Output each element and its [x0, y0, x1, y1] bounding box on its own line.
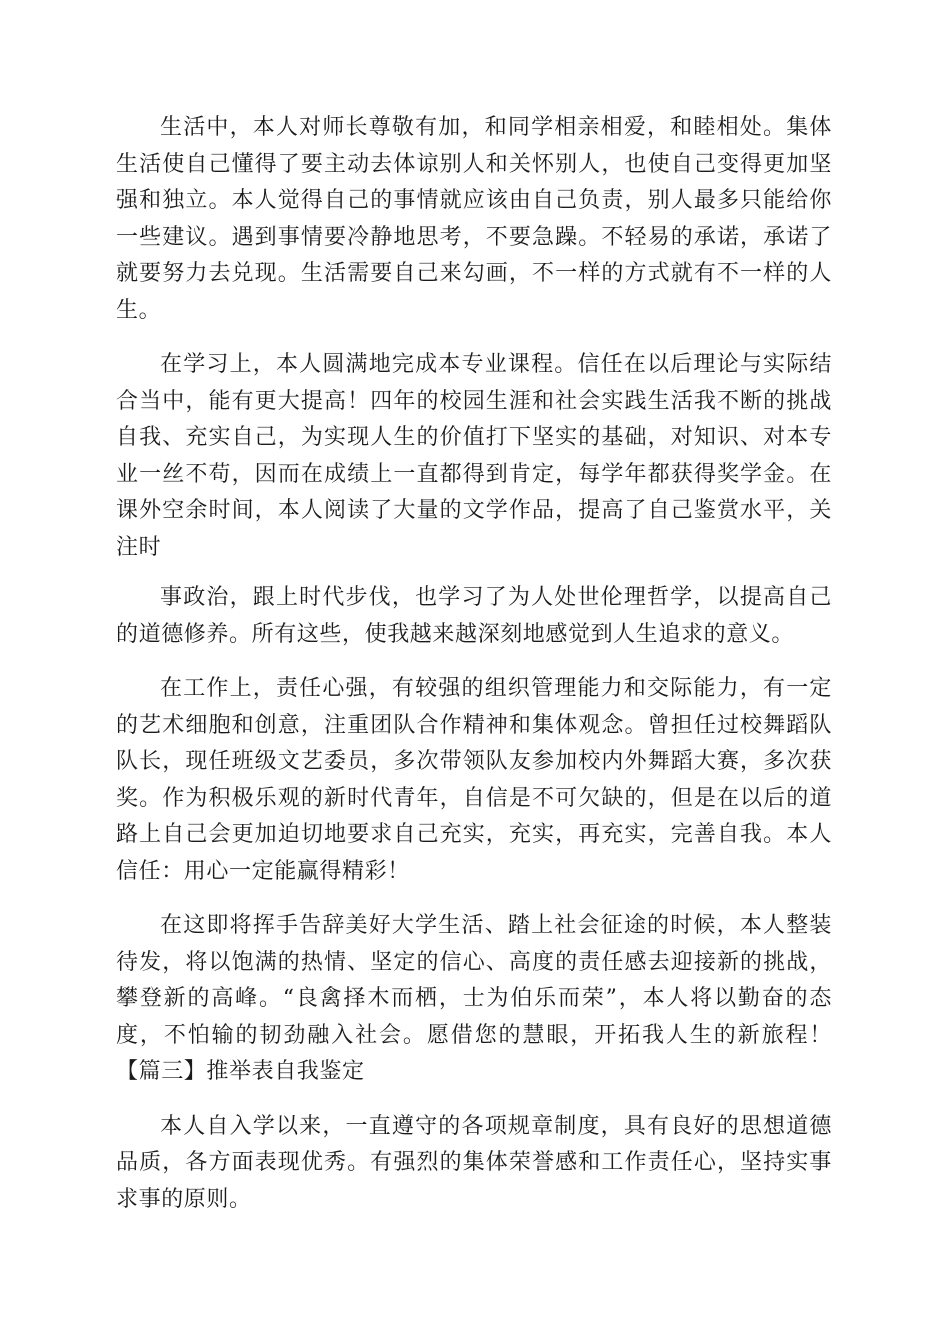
- paragraph-work: 在工作上，责任心强，有较强的组织管理能力和交际能力，有一定的艺术细胞和创意，注重团队合作精神和集体观念。曾担任过校舞蹈队队长，现任班级文艺委员，多次带领队友参加校内外舞蹈大赛，多次获奖。作为积极乐观的新时代青年，自信是不可欠缺的，但是在以后的道路上自己会更加迫切地要求自己充实，充实，再充实，完善自我。本人信任：用心一定能赢得精彩！: [116, 676, 832, 884]
- paragraph-study-continued: 事政治，跟上时代步伐，也学习了为人处世伦理哲学，以提高自己的道德修养。所有这些，使我越来越深刻地感觉到人生追求的意义。: [116, 585, 832, 647]
- paragraph-outlook: 在这即将挥手告辞美好大学生活、踏上社会征途的时候，本人整装待发，将以饱满的热情、坚定的信心、高度的责任感去迎接新的挑战，攀登新的高峰。“良禽择木而栖，士为伯乐而荣”，本人将以勤奋的态度，不怕输的韧劲融入社会。愿借您的慧眼，开拓我人生的新旅程！【篇三】推举表自我鉴定: [116, 913, 832, 1084]
- paragraph-study: 在学习上，本人圆满地完成本专业课程。信任在以后理论与实际结合当中，能有更大提高！四年的校园生涯和社会实践生活我不断的挑战自我、充实自己，为实现人生的价值打下坚实的基础，对知识、对本专业一丝不苟，因而在成绩上一直都得到肯定，每学年都获得奖学金。在课外空余时间，本人阅读了大量的文学作品，提高了自己鉴赏水平，关注时: [116, 352, 832, 560]
- paragraph-life: 生活中，本人对师长尊敬有加，和同学相亲相爱，和睦相处。集体生活使自己懂得了要主动去体谅别人和关怀别人，也使自己变得更加坚强和独立。本人觉得自己的事情就应该由自己负责，别人最多只能给你一些建议。遇到事情要冷静地思考，不要急躁。不轻易的承诺，承诺了就要努力去兑现。生活需要自己来勾画，不一样的方式就有不一样的人生。: [116, 115, 832, 323]
- document-body: [116, 110, 832, 1236]
- paragraph-self-assessment: 本人自入学以来，一直遵守的各项规章制度，具有良好的思想道德品质，各方面表现优秀。有强烈的集体荣誉感和工作责任心，坚持实事求事的原则。: [116, 1113, 832, 1212]
